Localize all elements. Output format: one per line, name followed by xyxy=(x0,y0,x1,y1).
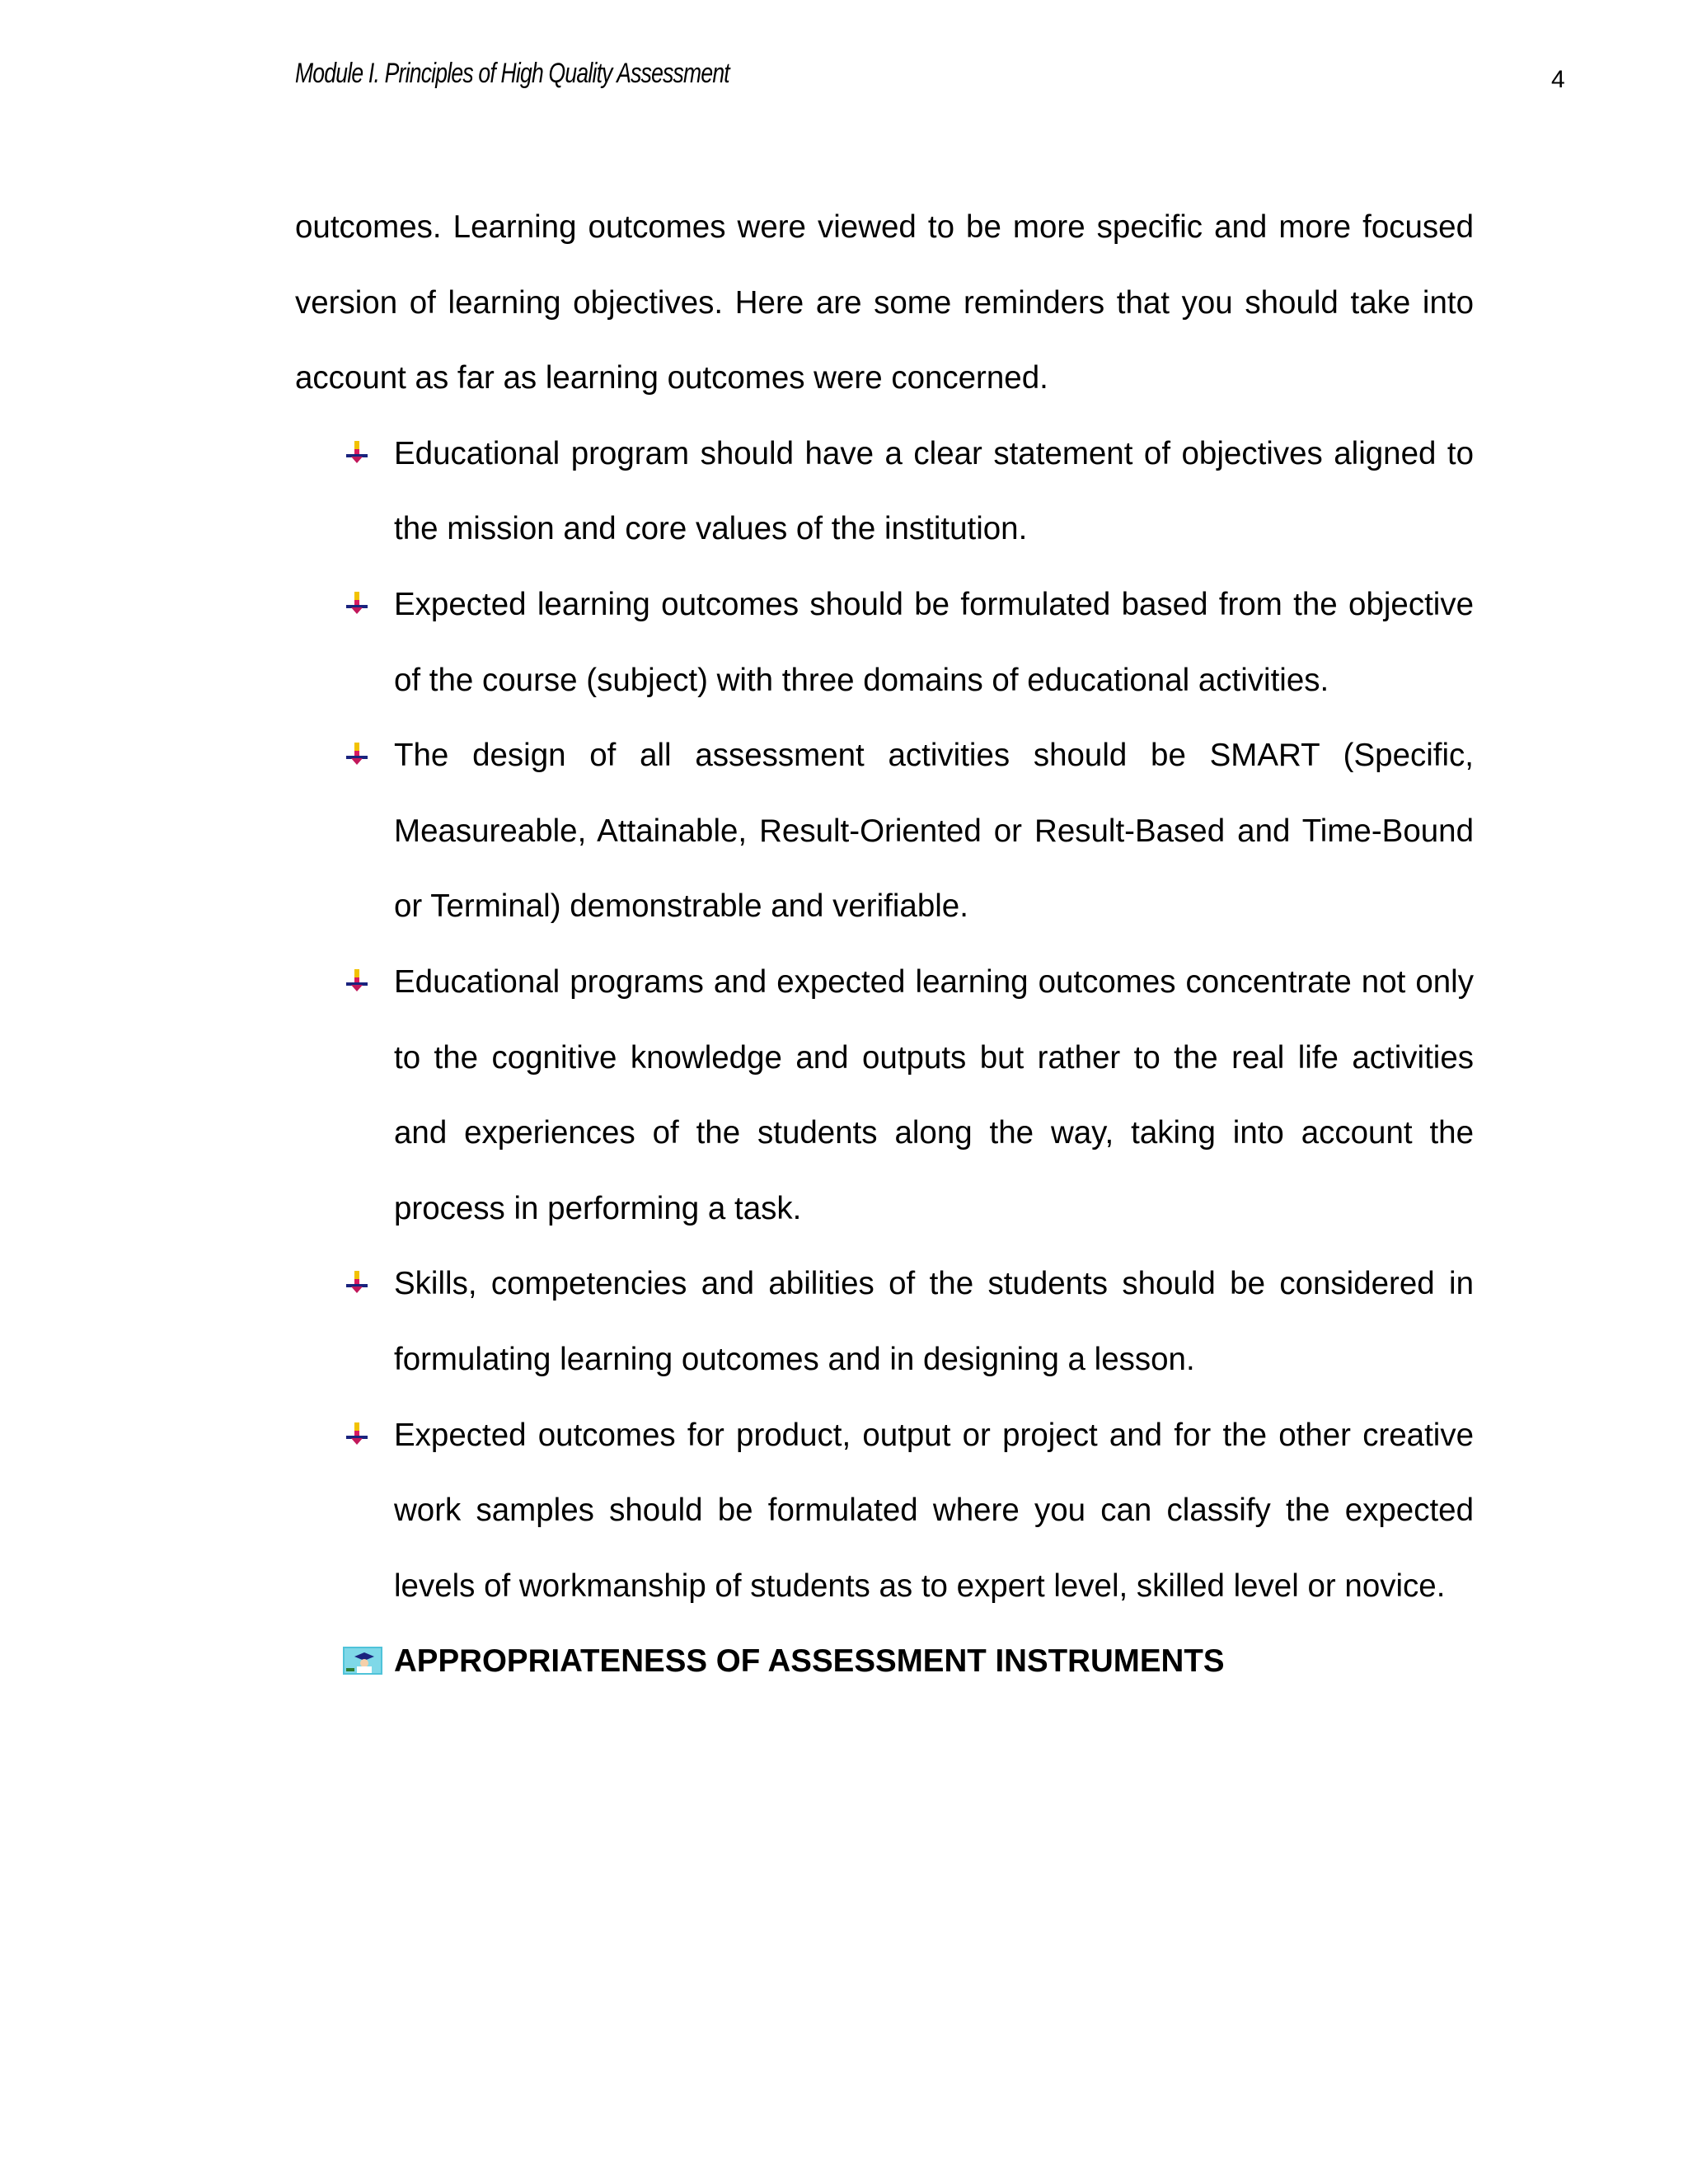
list-item-text: Expected learning outcomes should be formulated based from the objective of the course (subject) with three domains of educational activities. xyxy=(394,586,1474,698)
list-item-text: Educational program should have a clear statement of objectives aligned to the mission and core values of the institution. xyxy=(394,435,1474,547)
arrow-down-bullet-icon xyxy=(345,1422,369,1446)
list-item-text: Educational programs and expected learning outcomes concentrate not only to the cognitive knowledge and outputs but rather to the real life activities and experiences of the students along the way, taking into account the process in performing a task. xyxy=(394,963,1474,1226)
running-header-title: Module I. Principles of High Quality Assessment xyxy=(295,58,729,89)
page-number: 4 xyxy=(1551,66,1565,93)
arrow-down-bullet-icon xyxy=(345,1270,369,1295)
list-item xyxy=(295,567,1474,718)
list-item-text: The design of all assessment activities should be SMART (Specific, Measureable, Attainable, Result-Oriented or Result-Based and Time-Bound or Terminal) demonstrable and verifiable. xyxy=(394,738,1474,925)
arrow-down-bullet-icon xyxy=(345,742,369,766)
list-item xyxy=(295,1398,1474,1624)
section-heading-text: APPROPRIATENESS OF ASSESSMENT INSTRUMENTS xyxy=(394,1643,1225,1680)
list-item xyxy=(295,944,1474,1246)
arrow-down-bullet-icon xyxy=(345,440,369,465)
list-item xyxy=(295,718,1474,944)
graduate-picture-icon xyxy=(343,1647,382,1675)
list-item-text: Expected outcomes for product, output or project and for the other creative work samples should be formulated where you can classify the expected levels of workmanship of students as to expert level, skilled level or novice. xyxy=(394,1417,1474,1604)
arrow-down-bullet-icon xyxy=(345,968,369,993)
list-item xyxy=(295,1246,1474,1397)
list-item-text: Skills, competencies and abilities of the students should be considered in formulating learning outcomes and in designing a lesson. xyxy=(394,1266,1474,1377)
list-item xyxy=(295,416,1474,567)
section-heading xyxy=(295,1624,1474,1699)
arrow-down-bullet-icon xyxy=(345,591,369,616)
reminders-list xyxy=(295,416,1474,1624)
intro-paragraph: outcomes. Learning outcomes were viewed to be more specific and more focused version of learning objectives. Here are some reminders that you should take into account as far as learning outcomes were concerned. xyxy=(295,209,1474,396)
page-body xyxy=(295,190,1474,1699)
